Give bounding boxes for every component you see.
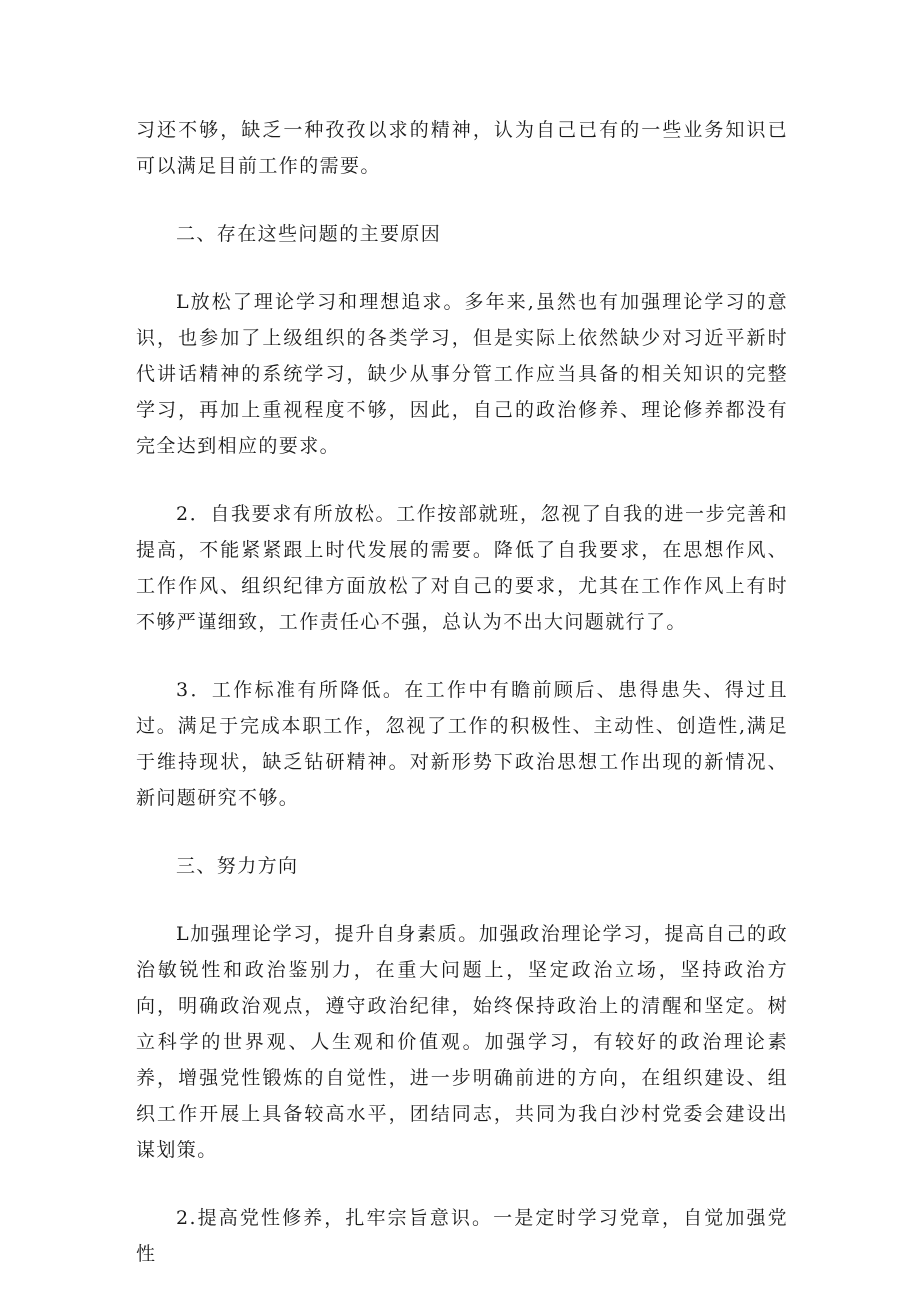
paragraph-direction-1: L加强理论学习，提升自身素质。加强政治理论学习，提高自己的政治敏锐性和政治鉴别力，在重大问题上，坚定政治立场，坚持政治方向，明确政治观点，遵守政治纪律，始终保持政治上的清醒和坚定。树立科学的世界观、人生观和价值观。加强学习，有较好的政治理论素养，增强党性锻炼的自觉性，进一步明确前进的方向，在组织建设、组织工作开展上具备较高水平，团结同志，共同为我白沙村党委会建设出谋划策。 <box>136 923 788 1161</box>
paragraph-cause-3: 3．工作标准有所降低。在工作中有瞻前顾后、患得患失、得过且过。满足于完成本职工作，忽视了工作的积极性、主动性、创造性,满足于维持现状，缺乏钻研精神。对新形势下政治思想工作出现的新情况、新问题研究不够。 <box>136 679 788 809</box>
paragraph-direction-2: 2.提高党性修养，扎牢宗旨意识。一是定时学习党章，自觉加强党性 <box>136 1207 788 1265</box>
paragraph-continuation: 习还不够，缺乏一种孜孜以求的精神，认为自己已有的一些业务知识已可以满足目前工作的需要。 <box>136 119 788 177</box>
section-heading-causes: 二、存在这些问题的主要原因 <box>176 223 442 245</box>
document-page <box>136 112 788 1272</box>
section-heading-direction: 三、努力方向 <box>176 855 299 877</box>
paragraph-cause-1: L放松了理论学习和理想追求。多年来,虽然也有加强理论学习的意识，也参加了上级组织的各类学习，但是实际上依然缺少对习近平新时代讲话精神的系统学习，缺少从事分管工作应当具备的相关知识的完整学习，再加上重视程度不够，因此，自己的政治修养、理论修养都没有完全达到相应的要求。 <box>136 291 788 457</box>
paragraph-cause-2: 2．自我要求有所放松。工作按部就班，忽视了自我的进一步完善和提高，不能紧紧跟上时代发展的需要。降低了自我要求，在思想作风、工作作风、组织纪律方面放松了对自己的要求，尤其在工作作风上有时不够严谨细致，工作责任心不强，总认为不出大问题就行了。 <box>136 503 788 633</box>
